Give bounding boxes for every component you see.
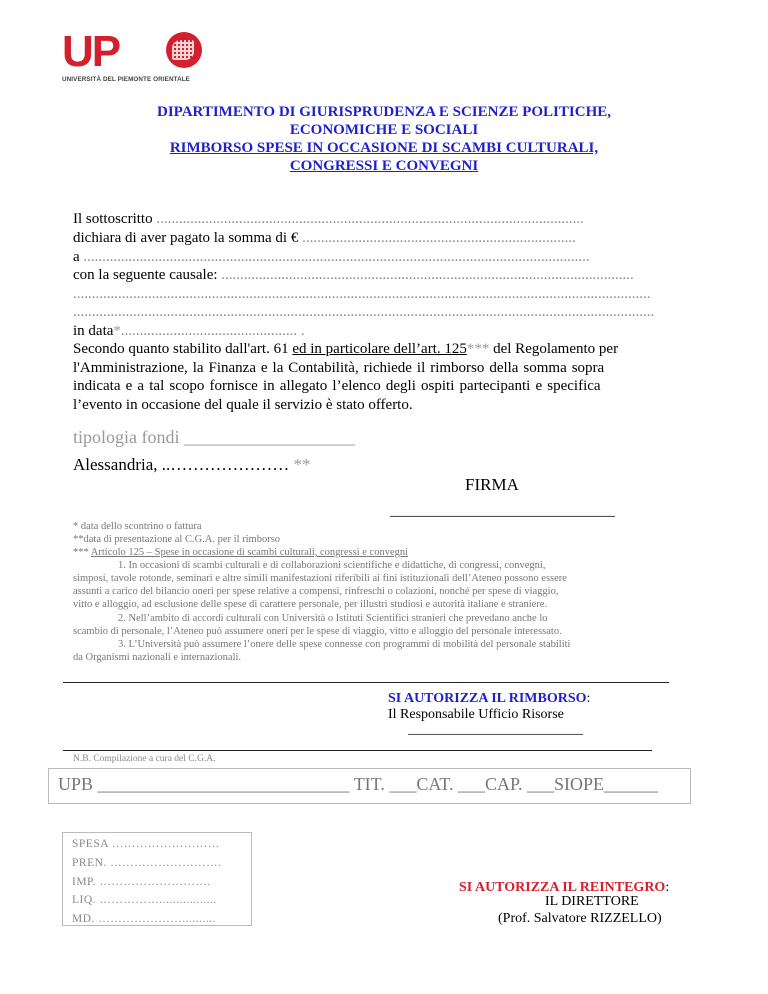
divider-1 xyxy=(63,682,669,683)
rimborso-title: SI AUTORIZZA IL RIMBORSO xyxy=(388,691,587,706)
footnote-3 xyxy=(73,546,408,559)
label-data: in data xyxy=(73,323,114,339)
field-causale[interactable] xyxy=(73,266,695,285)
logo-letters: UP xyxy=(62,27,120,76)
dots-sottoscritto: .................................................................................................................. xyxy=(156,211,584,227)
dots-data: ............................................... . xyxy=(120,323,305,339)
field-a[interactable] xyxy=(73,248,695,267)
rimborso-colon: : xyxy=(586,691,591,706)
article-para1-line4: vitto e alloggio, ad esclusione delle spese di carattere personale, per illustri studiosi e autorità italiane e straniere. xyxy=(73,599,548,610)
label-somma: dichiara di aver pagato la somma di € xyxy=(73,230,299,246)
data-footnote-mark: * xyxy=(113,323,121,339)
university-logo xyxy=(62,27,192,86)
upb-fields[interactable]: UPB ____________________________ TIT. ___CAT. ___CAP. ___SIOPE______ xyxy=(58,774,659,794)
reintegro-role: IL DIRETTORE xyxy=(545,894,639,909)
dots-blank-2: ........................................................................................................................................................... xyxy=(73,304,655,320)
paragraph-text-post: del Regolamento per xyxy=(489,341,619,357)
article-para2-line2: scambio di personale, l’Ateneo può assumere oneri per le spese di viaggio, vitto e alloggio del personale interessato. xyxy=(73,626,562,637)
divider-2 xyxy=(63,750,652,751)
place-date-field[interactable] xyxy=(73,455,311,475)
paragraph-line3: indicata e a tal scopo fornisce in allegato l’elenco degli ospiti partecipanti e specifica xyxy=(73,378,601,394)
paragraph-text-pre: Secondo quanto stabilito dall'art. 61 xyxy=(73,341,293,357)
footnote-3-title: Articolo 125 – Spese in occasione di scambi culturali, congressi e convegni xyxy=(90,547,409,558)
tipologia-fondi-field[interactable]: tipologia fondi ___________________ xyxy=(73,427,355,447)
rimborso-role: Il Responsabile Ufficio Risorse xyxy=(388,707,564,722)
dots-a: ....................................................................................................................................... xyxy=(83,249,590,265)
cga-md[interactable]: MD. ………………….......... xyxy=(72,913,217,925)
footnote-1: * data dello scontrino o fattura xyxy=(73,521,202,532)
field-somma[interactable] xyxy=(73,229,695,248)
paragraph-line2: l'Amministrazione, la Finanza e la Contabilità, richiede il rimborso della somma sopra xyxy=(73,360,605,376)
label-a: a xyxy=(73,249,80,265)
reintegro-title: SI AUTORIZZA IL REINTEGRO xyxy=(459,880,666,895)
footnote-2: **data di presentazione al C.G.A. per il rimborso xyxy=(73,534,281,545)
art-125-reference: ed in particolare dell’art. 125 xyxy=(292,341,467,357)
label-causale: con la seguente causale: xyxy=(73,267,218,283)
signature-label: FIRMA xyxy=(465,475,519,494)
article-para2-line1: 2. Nell’ambito di accordi culturali con Università o Istituti Scientifici stranieri che prevedano anche lo xyxy=(118,613,548,624)
form-title-line2: CONGRESSI E CONVEGNI xyxy=(289,158,479,174)
dots-blank-1: .......................................................................................................................................................... xyxy=(73,286,651,302)
department-title-line1: DIPARTIMENTO DI GIURISPRUDENZA E SCIENZE POLITICHE, xyxy=(156,104,611,120)
footnote-3-mark: *** xyxy=(73,547,91,558)
article-para1-line1: 1. In occasioni di scambi culturali e di collaborazioni scientifiche e didattiche, di congressi, convegni, xyxy=(118,560,546,571)
article-para1-line3: assunti a carico del bilancio oneri per spese relative a compensi, rinfreschi o colazioni, nonché per spese di viaggio, xyxy=(73,586,559,597)
reintegro-colon: : xyxy=(665,880,670,895)
article-para1-line2: simposi, tavole rotonde, seminari e altre simili manifestazioni riferibili ai fini istituzionali dell’Ateneo possono essere xyxy=(73,573,567,584)
rimborso-signature-line[interactable]: _________________________ xyxy=(408,722,583,737)
article-para3-line1: 3. L’Università può assumere l’onere delle spese connesse con programmi di mobilità del personale stabiliti xyxy=(118,639,571,650)
signature-line[interactable]: ______________________________ xyxy=(390,503,615,519)
field-causale-line2[interactable] xyxy=(73,285,695,304)
field-sottoscritto[interactable] xyxy=(73,210,695,229)
form-title-line1: RIMBORSO SPESE IN OCCASIONE DI SCAMBI CULTURALI, xyxy=(169,140,599,156)
reintegro-name: (Prof. Salvatore RIZZELLO) xyxy=(498,911,662,926)
label-sottoscritto: Il sottoscritto xyxy=(73,211,153,227)
paragraph-line1 xyxy=(73,340,695,359)
dots-causale: .............................................................................................................. xyxy=(221,267,634,283)
rimborso-authorization xyxy=(388,689,590,707)
place-date-mark: ** xyxy=(289,455,311,474)
cga-liq[interactable]: LIQ. ……………................. xyxy=(72,894,217,906)
cga-note: N.B. Compilazione a cura del C.G.A. xyxy=(73,754,216,764)
cga-pren[interactable]: PREN. ………………………. xyxy=(72,857,222,869)
art-125-footnote-mark: *** xyxy=(466,341,490,357)
place-date-label: Alessandria, ..………………… xyxy=(73,455,290,474)
cga-imp[interactable]: IMP. ………………………. xyxy=(72,876,211,888)
logo-circle-icon xyxy=(166,32,202,68)
article-para3-line2: da Organismi nazionali e internazionali. xyxy=(73,652,242,663)
dots-somma: ......................................................................... xyxy=(302,230,576,246)
field-causale-line3[interactable] xyxy=(73,303,695,322)
paragraph-line4: l’evento in occasione del quale il servizio è stato offerto. xyxy=(73,397,413,413)
cga-spesa[interactable]: SPESA ……………………… xyxy=(72,838,220,850)
logo-subtitle: UNIVERSITÀ DEL PIEMONTE ORIENTALE xyxy=(62,76,190,83)
field-data[interactable] xyxy=(73,322,305,341)
department-title-line2: ECONOMICHE E SOCIALI xyxy=(289,122,479,138)
